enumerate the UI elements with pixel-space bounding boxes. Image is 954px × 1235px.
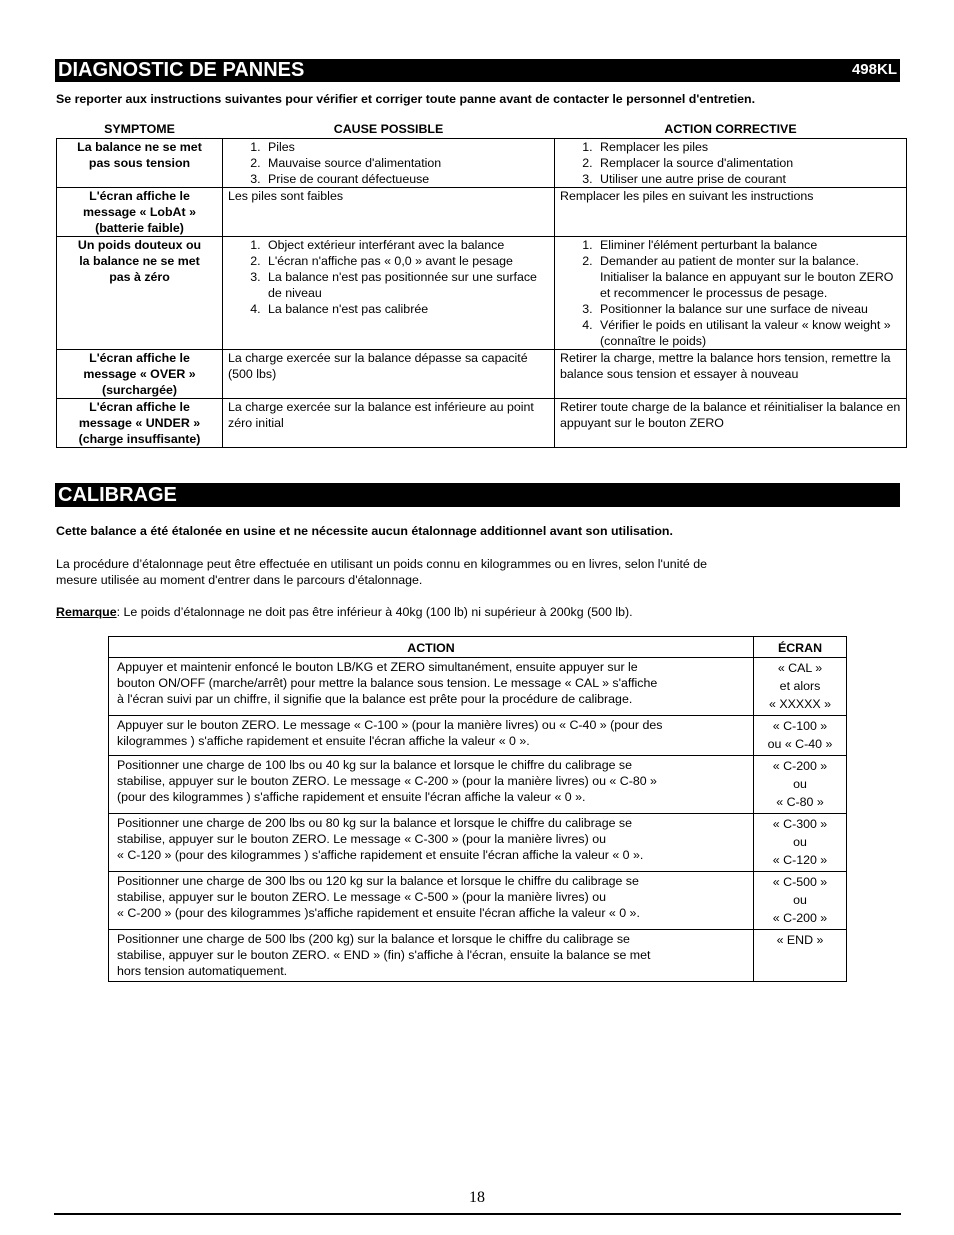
table-row — [57, 399, 907, 448]
paragraph-line: La procédure d’étalonnage peut être effectuée en utilisant un poids connu en kilogrammes ou en livres, selon l'unité de — [56, 557, 708, 571]
cause-item: 3. La balance n'est pas positionnée sur une surface de niveau — [264, 269, 549, 301]
action-line: stabilise, appuyer sur le bouton ZERO. « END » (fin) s'affiche à l'écran, ensuite la balance se met — [117, 948, 651, 962]
action-item: 2. Demander au patient de monter sur la balance. Initialiser la balance en appuyant sur le bouton ZERO et recommencer le processus de pesage. — [596, 253, 901, 301]
action-cell — [555, 188, 907, 237]
cause-item: 2. Mauvaise source d'alimentation — [264, 155, 549, 171]
action-cell — [109, 658, 754, 716]
action-line: Positionner une charge de 100 lbs ou 40 kg sur la balance et lorsque le chiffre du calibrage se — [117, 758, 633, 772]
table-row — [109, 756, 847, 814]
action-cell — [109, 814, 754, 872]
table-row — [109, 814, 847, 872]
action-cell — [109, 872, 754, 930]
action-line: Positionner une charge de 200 lbs ou 80 kg sur la balance et lorsque le chiffre du calibrage se — [117, 816, 633, 830]
action-line: (pour des kilogrammes ) s'affiche rapidement et ensuite l'écran affiche la valeur « 0 ». — [117, 790, 586, 804]
symptom-line: La balance ne se met — [77, 140, 202, 154]
section-title: DIAGNOSTIC DE PANNES — [58, 59, 305, 81]
screen-cell — [754, 756, 847, 814]
action-list — [560, 139, 901, 187]
symptom-line: pas à zéro — [109, 270, 170, 284]
page-number: 18 — [469, 1189, 485, 1206]
symptom-line: la balance ne se met — [79, 254, 200, 268]
table-header-row — [57, 121, 907, 139]
troubleshooting-table — [56, 121, 907, 448]
cause-cell — [223, 139, 555, 188]
action-line: « C-120 » (pour des kilogrammes ) s'affiche rapidement et ensuite l'écran affiche la valeur « 0 ». — [117, 848, 644, 862]
screen-cell — [754, 930, 847, 982]
symptom-line: message « OVER » — [83, 367, 196, 381]
header-cause: CAUSE POSSIBLE — [333, 122, 444, 136]
action-line: Appuyer et maintenir enfoncé le bouton LB/KG et ZERO simultanément, ensuite appuyer sur le — [117, 660, 638, 674]
action-line: Positionner une charge de 500 lbs (200 kg) sur la balance et lorsque le chiffre du calibrage se — [117, 932, 630, 946]
calibration-paragraph — [56, 556, 707, 588]
section-title: CALIBRAGE — [58, 484, 177, 506]
action-line: stabilise, appuyer sur le bouton ZERO. Le message « C-300 » (pour la manière livres) ou — [117, 832, 606, 846]
screen-line: et alors — [779, 679, 821, 693]
action-cell — [109, 930, 754, 982]
screen-line: « C-300 » — [772, 817, 828, 831]
table-row — [57, 350, 907, 399]
symptom-cell — [57, 188, 223, 237]
symptom-cell — [57, 399, 223, 448]
symptom-line: (batterie faible) — [95, 221, 184, 235]
table-row — [57, 237, 907, 350]
symptom-cell — [57, 139, 223, 188]
action-line: « C-200 » (pour des kilogrammes )s'affiche rapidement et ensuite l'écran affiche la valeur « 0 ». — [117, 906, 640, 920]
cause-cell — [223, 188, 555, 237]
table-row — [57, 188, 907, 237]
symptom-line: L'écran affiche le — [89, 351, 190, 365]
header-action: ACTION CORRECTIVE — [664, 122, 797, 136]
action-cell — [555, 399, 907, 448]
symptom-cell — [57, 237, 223, 350]
action-cell — [109, 716, 754, 756]
symptom-line: message « UNDER » — [78, 416, 201, 430]
action-item: 2. Remplacer la source d'alimentation — [596, 155, 901, 171]
action-text: Remplacer les piles en suivant les instructions — [560, 189, 814, 203]
action-line: stabilise, appuyer sur le bouton ZERO. Le message « C-200 » (pour la manière livres) ou « C-80 » — [117, 774, 657, 788]
header-symptom: SYMPTOME — [104, 122, 175, 136]
screen-cell — [754, 658, 847, 716]
symptom-line: (surchargée) — [101, 383, 178, 397]
cause-text: La charge exercée sur la balance est inférieure au point zéro initial — [228, 400, 534, 430]
action-cell — [109, 756, 754, 814]
action-text: Retirer la charge, mettre la balance hors tension, remettre la balance sous tension et essayer à nouveau — [560, 351, 891, 381]
screen-line: « END » — [776, 933, 824, 947]
action-line: stabilise, appuyer sur le bouton ZERO. Le message « C-500 » (pour la manière livres) ou — [117, 890, 606, 904]
table-row — [109, 872, 847, 930]
action-line: hors tension automatiquement. — [117, 964, 288, 978]
screen-line: « C-200 » — [772, 911, 828, 925]
cause-item: 2. L'écran n'affiche pas « 0,0 » avant le pesage — [264, 253, 549, 269]
remark-text: : Le poids d’étalonnage ne doit pas être inférieur à 40kg (100 lb) ni supérieur à 200kg (500 lb). — [116, 605, 633, 619]
action-cell — [555, 237, 907, 350]
action-line: kilogrammes ) s'affiche rapidement et ensuite l'écran affiche la valeur « 0 ». — [117, 734, 530, 748]
action-item: 1. Eliminer l'élément perturbant la balance — [596, 237, 901, 253]
header-screen: ÉCRAN — [754, 637, 847, 658]
cause-text: Les piles sont faibles — [228, 189, 344, 203]
footer-divider — [54, 1213, 901, 1215]
table-row — [109, 658, 847, 716]
section-header-diagnostic — [55, 59, 900, 82]
screen-line: « XXXXX » — [769, 697, 831, 711]
action-item: 3. Utiliser une autre prise de courant — [596, 171, 901, 187]
action-item: 3. Positionner la balance sur une surface de niveau — [596, 301, 901, 317]
screen-line: « C-200 » — [772, 759, 828, 773]
cause-item: 3. Prise de courant défectueuse — [264, 171, 549, 187]
symptom-line: (charge insuffisante) — [78, 432, 201, 446]
intro-text: Se reporter aux instructions suivantes pour vérifier et corriger toute panne avant de contacter le personnel d'entretien. — [56, 92, 756, 106]
cause-item: 1. Object extérieur interférant avec la balance — [264, 237, 549, 253]
screen-line: ou — [793, 777, 807, 791]
table-row — [57, 139, 907, 188]
screen-cell — [754, 814, 847, 872]
symptom-line: L'écran affiche le — [89, 189, 190, 203]
cause-cell — [223, 399, 555, 448]
action-line: bouton ON/OFF (marche/arrêt) pour mettre la balance sous tension. Le message « CAL » s'affiche — [117, 676, 658, 690]
screen-line: « C-500 » — [772, 875, 828, 889]
cause-cell — [223, 350, 555, 399]
model-number: 498KL — [851, 61, 897, 78]
action-cell — [555, 139, 907, 188]
cause-list — [228, 237, 549, 317]
symptom-line: message « LobAt » — [83, 205, 196, 219]
symptom-line: L'écran affiche le — [89, 400, 190, 414]
action-line: Appuyer sur le bouton ZERO. Le message « C-100 » (pour la manière livres) ou « C-40 » (pour des — [117, 718, 663, 732]
screen-line: « C-100 » — [772, 719, 828, 733]
action-text: Retirer toute charge de la balance et réinitialiser la balance en appuyant sur le bouton ZERO — [560, 400, 901, 430]
screen-line: ou « C-40 » — [767, 737, 833, 751]
action-cell — [555, 350, 907, 399]
table-row — [109, 930, 847, 982]
action-line: Positionner une charge de 300 lbs ou 120 kg sur la balance et lorsque le chiffre du calibrage se — [117, 874, 639, 888]
screen-line: ou — [793, 835, 807, 849]
remark — [56, 604, 633, 620]
cause-item: 4. La balance n'est pas calibrée — [264, 301, 549, 317]
screen-line: « C-120 » — [772, 853, 828, 867]
remark-label: Remarque — [56, 605, 117, 619]
cause-item: 1. Piles — [264, 139, 549, 155]
action-item: 4. Vérifier le poids en utilisant la valeur « know weight » (connaître le poids) — [596, 317, 901, 349]
action-list — [560, 237, 901, 349]
symptom-line: pas sous tension — [88, 156, 191, 170]
screen-cell — [754, 872, 847, 930]
cause-list — [228, 139, 549, 187]
paragraph-line: mesure utilisée au moment d'entrer dans le parcours d'étalonnage. — [56, 573, 423, 587]
section-header-calibration — [55, 483, 900, 507]
table-row — [109, 716, 847, 756]
screen-line: ou — [793, 893, 807, 907]
action-item: 1. Remplacer les piles — [596, 139, 901, 155]
table-header-row — [109, 637, 847, 658]
header-action: ACTION — [109, 637, 754, 658]
screen-line: « CAL » — [777, 661, 823, 675]
screen-cell — [754, 716, 847, 756]
screen-line: « C-80 » — [776, 795, 824, 809]
symptom-cell — [57, 350, 223, 399]
action-line: à l'écran suivi par un chiffre, il signifie que la balance est prête pour la procédure de calibrage. — [117, 692, 633, 706]
calibration-note: Cette balance a été étalonée en usine et ne nécessite aucun étalonnage additionnel avant son utilisation. — [56, 524, 673, 538]
calibration-table — [108, 636, 847, 982]
cause-text: La charge exercée sur la balance dépasse sa capacité (500 lbs) — [228, 351, 528, 381]
cause-cell — [223, 237, 555, 350]
symptom-line: Un poids douteux ou — [77, 238, 202, 252]
